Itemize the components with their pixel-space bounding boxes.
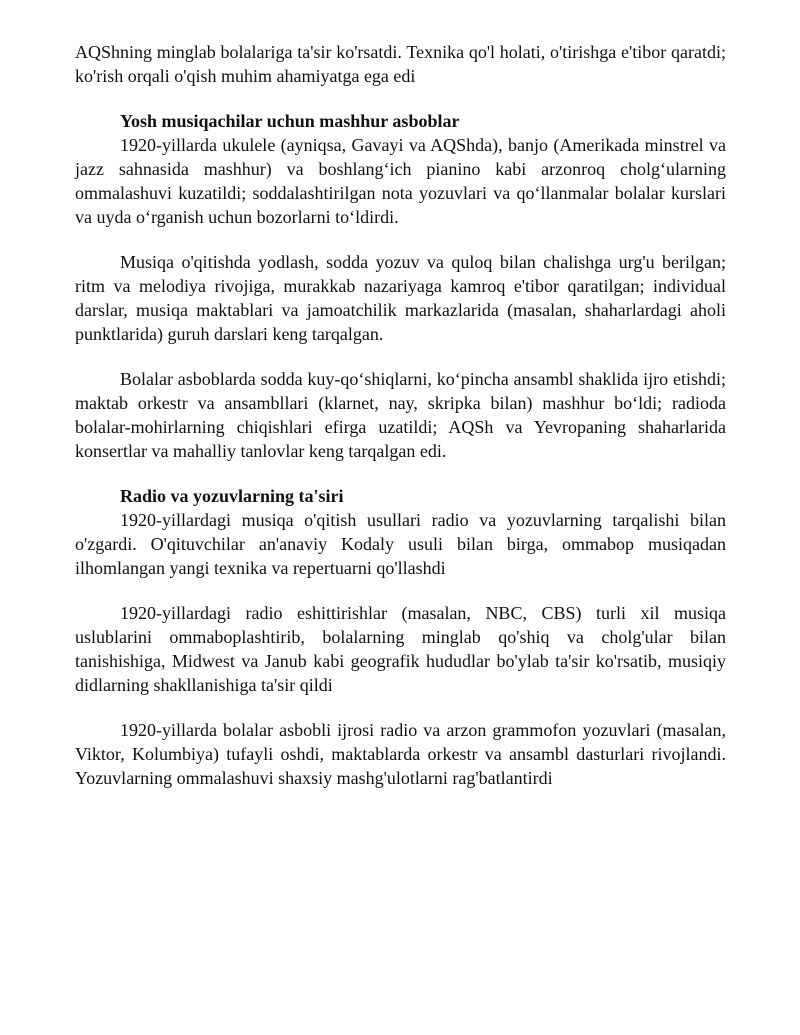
intro-paragraph: AQShning minglab bolalariga ta'sir ko'rsatdi. Texnika qo'l holati, o'tirishga e'tibor qaratdi; ko'rish orqali o'qish muhim ahamiyatga ega edi xyxy=(75,42,726,86)
body-paragraph: Musiqa o'qitishda yodlash, sodda yozuv va quloq bilan chalishga urg'u berilgan; ritm va melodiya rivojiga, murakkab nazariyaga kamroq e'tibor qaratilgan; individual darslar, musiqa maktablari va jamoatchilik markazlarida (masalan, shaharlardagi aholi punktlarida) guruh darslari keng tarqalgan. xyxy=(75,252,726,344)
document-page xyxy=(75,40,726,790)
body-paragraph: 1920-yillarda ukulele (ayniqsa, Gavayi va AQShda), banjo (Amerikada minstrel va jazz sahnasida mashhur) va boshlang‘ich pianino kabi arzonroq cholg‘ularning ommalashuvi kuzatildi; soddalashtirilgan nota yozuvlari va qo‘llanmalar bolalar kurslari va uyda o‘rganish uchun bozorlarni to‘ldirdi. xyxy=(75,135,726,227)
body-paragraph: 1920-yillardagi radio eshittirishlar (masalan, NBC, CBS) turli xil musiqa uslublarini ommaboplashtirib, bolalarning minglab qo'shiq va cholg'ular bilan tanishishiga, Midwest va Janub kabi geografik hududlar bo'ylab ta'sir ko'rsatib, musiqiy didlarning shakllanishiga ta'sir qildi xyxy=(75,603,726,695)
section-heading-instruments: Yosh musiqachilar uchun mashhur asboblar xyxy=(120,111,460,131)
section-heading-radio: Radio va yozuvlarning ta'siri xyxy=(120,486,344,506)
body-paragraph: 1920-yillardagi musiqa o'qitish usullari radio va yozuvlarning tarqalishi bilan o'zgardi. O'qituvchilar an'anaviy Kodaly usuli bilan birga, ommabop musiqadan ilhomlangan yangi texnika va repertuarni qo'llashdi xyxy=(75,510,726,578)
body-paragraph: 1920-yillarda bolalar asbobli ijrosi radio va arzon grammofon yozuvlari (masalan, Viktor, Kolumbiya) tufayli oshdi, maktablarda orkestr va ansambl dasturlari rivojlandi. Yozuvlarning ommalashuvi shaxsiy mashg'ulotlarni rag'batlantirdi xyxy=(75,720,726,788)
body-paragraph: Bolalar asboblarda sodda kuy-qo‘shiqlarni, ko‘pincha ansambl shaklida ijro etishdi; maktab orkestr va ansambllari (klarnet, nay, skripka bilan) mashhur bo‘ldi; radioda bolalar-mohirlarning chiqishlari efirga uzatildi; AQSh va Yevropaning shaharlarida konsertlar va mahalliy tanlovlar keng tarqalgan edi. xyxy=(75,369,726,461)
